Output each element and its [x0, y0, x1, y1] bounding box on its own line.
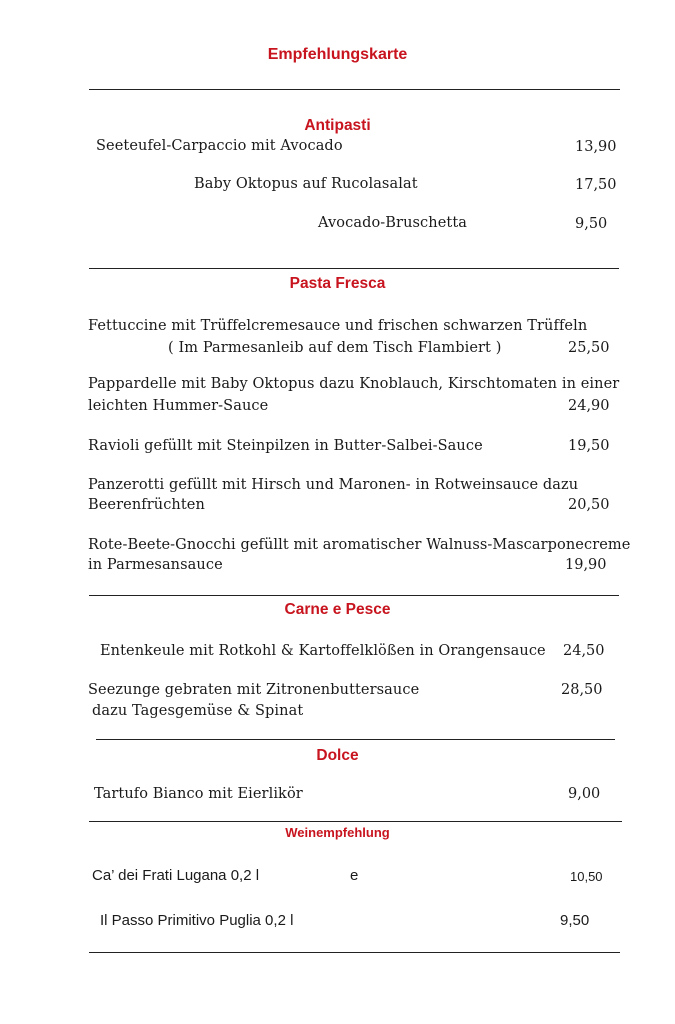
menu-item-price: 24,90 [568, 398, 610, 414]
wine-item-name: Ca’ dei Frati Lugana 0,2 l [92, 867, 260, 884]
menu-item-price: 25,50 [568, 340, 610, 356]
menu-item-name: Baby Oktopus auf Rucolasalat [194, 176, 418, 192]
menu-item-price: 20,50 [568, 497, 610, 513]
section-heading-dolce: Dolce [316, 747, 359, 764]
menu-item-name: Seeteufel-Carpaccio mit Avocado [96, 138, 343, 154]
divider [96, 739, 615, 740]
section-heading-carne-e-pesce: Carne e Pesce [284, 601, 391, 618]
divider [89, 821, 622, 822]
menu-item-price: 13,90 [575, 139, 617, 155]
section-heading-antipasti: Antipasti [304, 117, 371, 134]
divider [89, 595, 619, 596]
wine-item-price: 10,50 [570, 869, 603, 884]
menu-item-name: Entenkeule mit Rotkohl & Kartoffelklößen in Orangensauce [100, 643, 546, 659]
menu-item-line: in Parmesansauce [88, 557, 223, 573]
menu-item-line: Pappardelle mit Baby Oktopus dazu Knoblauch, Kirschtomaten in einer [88, 376, 620, 392]
menu-item-line: Seezunge gebraten mit Zitronenbuttersauce [88, 682, 420, 698]
menu-item-line: Beerenfrüchten [88, 497, 205, 513]
section-heading-pasta-fresca: Pasta Fresca [289, 275, 386, 292]
page-title: Empfehlungskarte [267, 46, 408, 63]
menu-item-line: Fettuccine mit Trüffelcremesauce und frischen schwarzen Trüffeln [88, 318, 588, 334]
menu-item-price: 24,50 [563, 643, 605, 659]
divider [89, 952, 620, 953]
menu-item-price: 9,50 [575, 216, 608, 232]
menu-item-price: 28,50 [561, 682, 603, 698]
menu-item-name: Avocado-Bruschetta [318, 215, 467, 231]
wine-item-name: Il Passo Primitivo Puglia 0,2 l [100, 912, 294, 929]
menu-item-name: Tartufo Bianco mit Eierlikör [94, 786, 303, 802]
menu-item-price: 9,00 [568, 786, 601, 802]
wine-item-price: 9,50 [560, 912, 590, 929]
menu-item-price: 19,90 [565, 557, 607, 573]
divider [89, 268, 619, 269]
menu-item-price: 17,50 [575, 177, 617, 193]
divider [89, 89, 620, 90]
menu-item-line: ( Im Parmesanleib auf dem Tisch Flambiert ) [168, 340, 502, 356]
wine-item-extra: e [350, 867, 359, 884]
menu-item-line: dazu Tagesgemüse & Spinat [92, 703, 304, 719]
menu-item-price: 19,50 [568, 438, 610, 454]
menu-item-line: Panzerotti gefüllt mit Hirsch und Maronen- in Rotweinsauce dazu [88, 477, 579, 493]
menu-item-name: Ravioli gefüllt mit Steinpilzen in Butter-Salbei-Sauce [88, 438, 483, 454]
menu-item-line: Rote-Beete-Gnocchi gefüllt mit aromatischer Walnuss-Mascarponecreme [88, 537, 631, 553]
menu-item-line: leichten Hummer-Sauce [88, 398, 269, 414]
section-heading-weinempfehlung: Weinempfehlung [285, 825, 390, 840]
